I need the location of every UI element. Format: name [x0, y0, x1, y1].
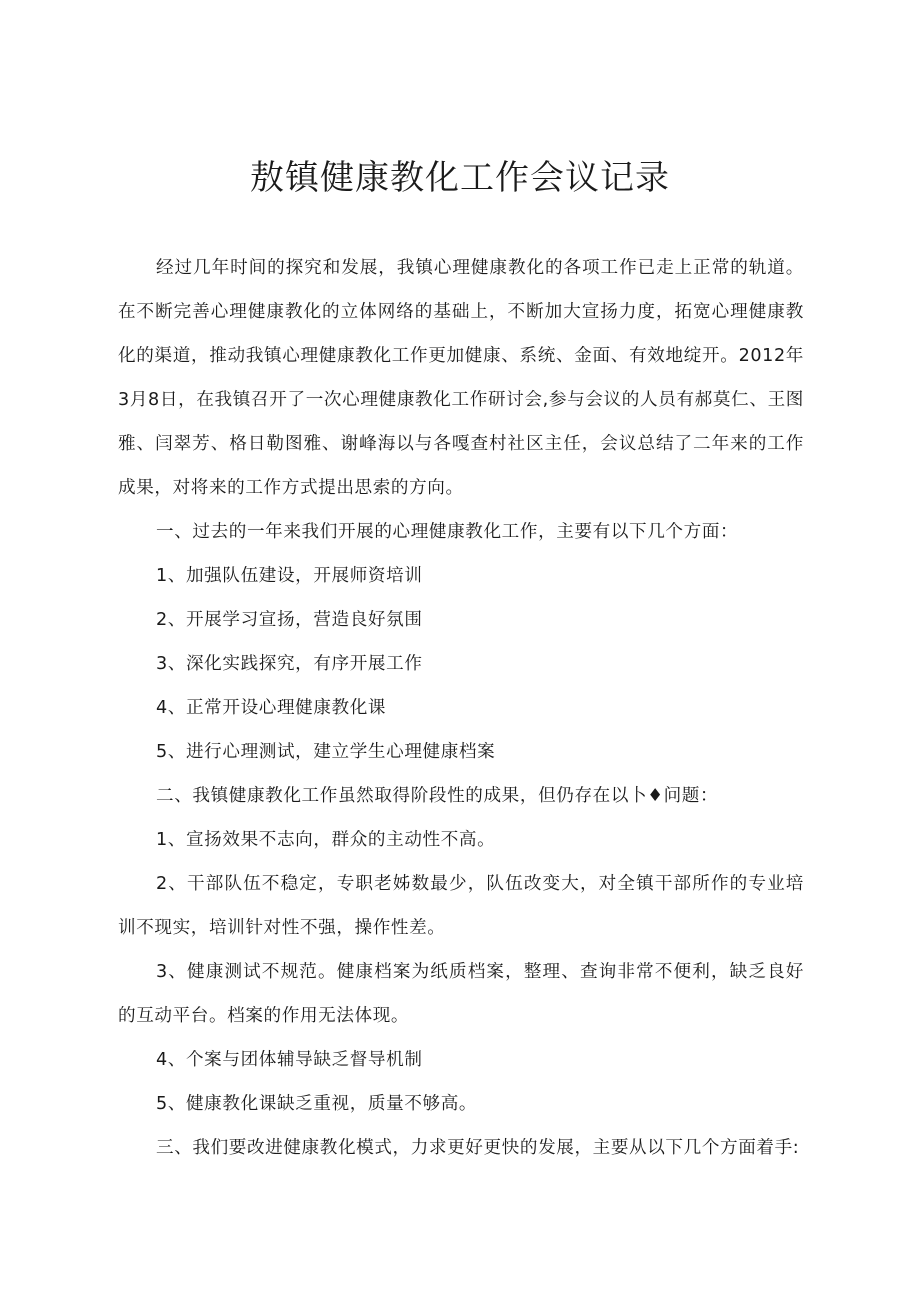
section2-item: 1、宣扬效果不志向，群众的主动性不高。	[156, 830, 496, 850]
document-body	[118, 246, 804, 1170]
section2-item: 5、健康教化课缺乏重视，质量不够高。	[156, 1094, 478, 1114]
section2-heading: 二、我镇健康教化工作虽然取得阶段性的成果，但仍存在以卜♦问题：	[156, 786, 719, 806]
section2-item: 3、健康测试不规范。健康档案为纸质档案，整理、查询非常不便利，缺乏良好的互动平台。档案的作用无法体现。	[118, 962, 804, 1026]
section1-item: 5、进行心理测试，建立学生心理健康档案	[156, 742, 496, 762]
section2-item: 2、干部队伍不稳定，专职老姊数最少，队伍改变大，对全镇干部所作的专业培训不现实，培训针对性不强，操作性差。	[118, 874, 804, 938]
section1-item: 2、开展学习宣扬，营造良好氛围	[156, 610, 423, 630]
section1-item: 1、加强队伍建设，开展师资培训	[156, 566, 423, 586]
section1-item: 4、正常开设心理健康教化课	[156, 698, 387, 718]
section1-heading: 一、过去的一年来我们开展的心理健康教化工作，主要有以下几个方面：	[156, 522, 739, 542]
intro-paragraph: 经过几年时间的探究和发展，我镇心理健康教化的各项工作已走上正常的轨道。在不断完善心理健康教化的立体网络的基础上，不断加大宣扬力度，拓宽心理健康教化的渠道，推动我镇心理健康教化工作更加健康、系统、金面、有效地绽开。2012年3月8日，在我镇召开了一次心理健康教化工作研讨会,参与会议的人员有郝莫仁、王图雅、闫翠芳、格日勒图雅、谢峰海以与各嘎查村社区主任，会议总结了二年来的工作成果，对将来的工作方式提出思索的方向。	[118, 258, 804, 498]
section3-heading: 三、我们要改进健康教化模式，力求更好更快的发展，主要从以下几个方面着手:	[156, 1138, 800, 1158]
page-title: 敖镇健康教化工作会议记录	[250, 158, 670, 198]
section1-item: 3、深化实践探究，有序开展工作	[156, 654, 423, 674]
section2-item: 4、个案与团体辅导缺乏督导机制	[156, 1050, 423, 1070]
